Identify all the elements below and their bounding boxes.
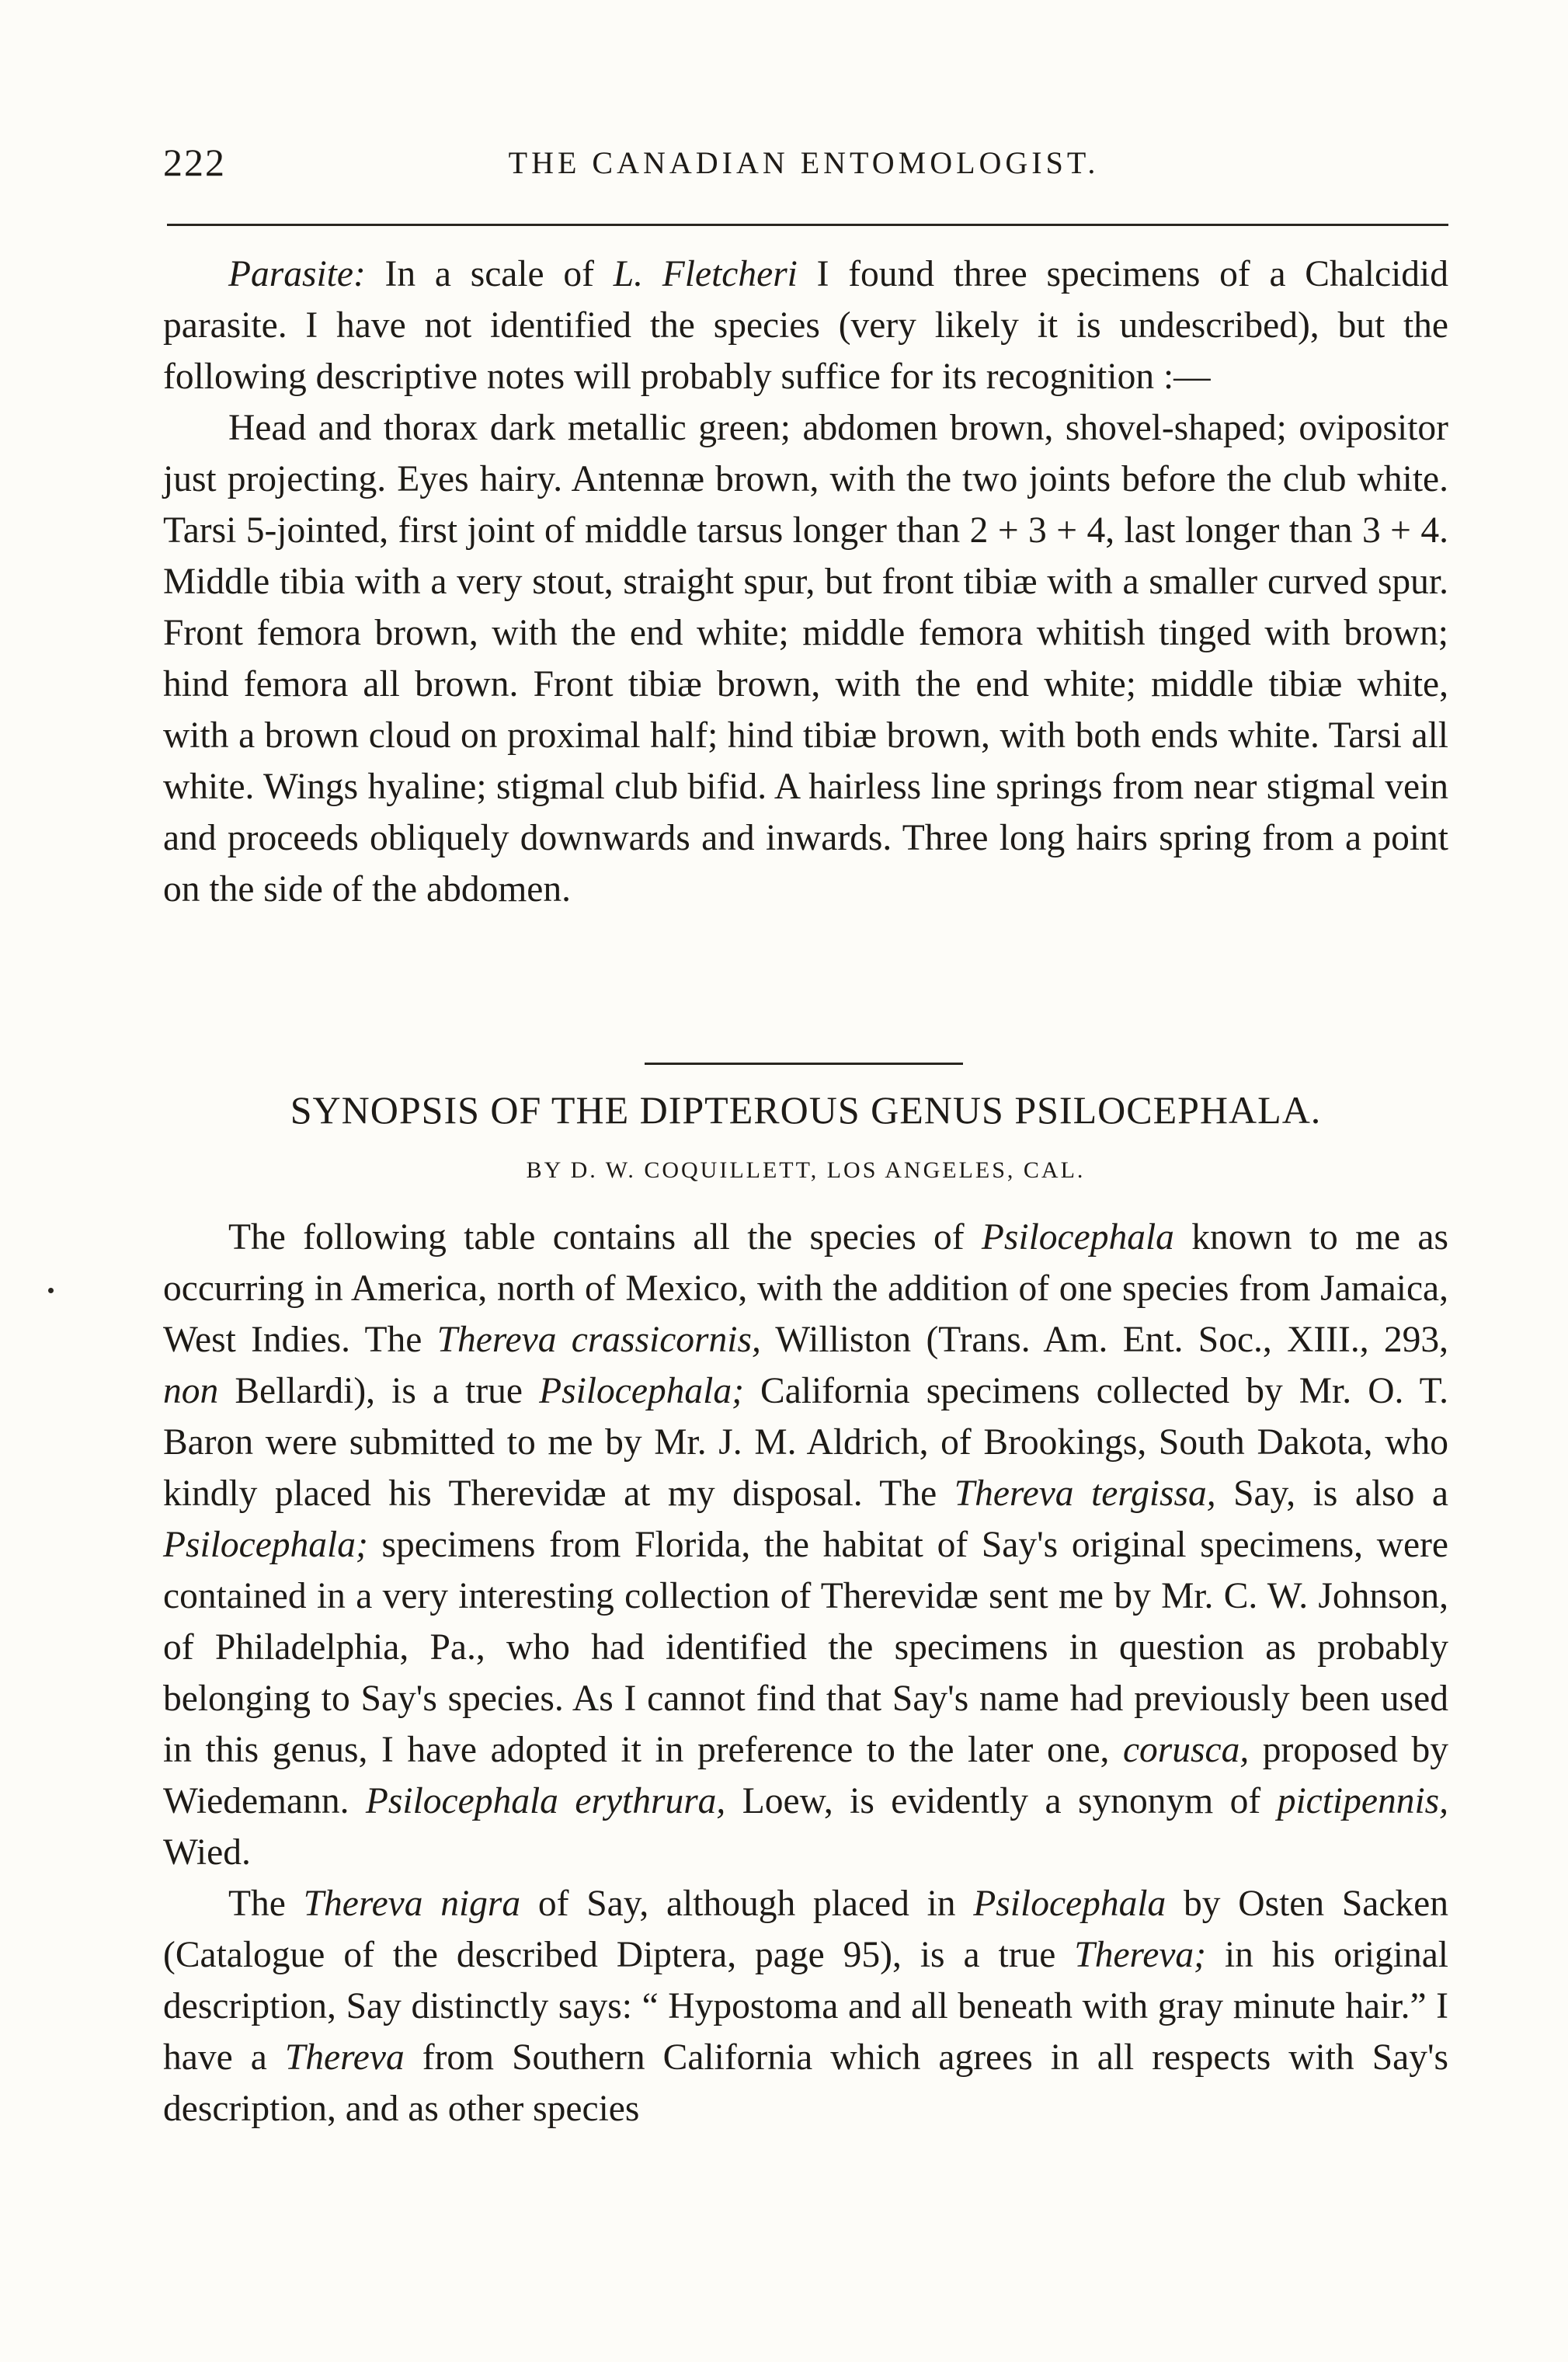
text-run: Bellardi), is a true [218, 1371, 540, 1411]
text-run: The following table contains all the species of [228, 1217, 982, 1258]
text-run: California specimens collected by Mr. O. T. Baron were submitted to me by Mr. J. M. Aldrich, of Brookings, South Dakota, who kindly placed his Therevidæ at my disposal. The [163, 1371, 1449, 1514]
species-name: Thereva tergissa, [954, 1473, 1216, 1514]
text-run: known to me as occurring in America, north of Mexico, with the addition of one species from Jamaica, West Indies. The [163, 1217, 1448, 1360]
text-run: The [228, 1884, 304, 1924]
species-name: Psilocephala erythrura, [365, 1781, 726, 1821]
text-run: by Osten Sacken (Catalogue of the described Diptera, page 95), is a true [163, 1884, 1448, 1975]
text-run: I found three specimens of a Chalcidid parasite. I have not identified the species (very likely it is undescribed), but the following descriptive notes will probably suffice for its recognition :— [163, 254, 1448, 397]
article-title: SYNOPSIS OF THE DIPTEROUS GENUS PSILOCEPHALA. [290, 1088, 1322, 1132]
text-run: In a scale of [365, 254, 614, 294]
text-run: from Southern California which agrees in all respects with Say's description, and as other species [163, 2037, 1448, 2129]
italic-term: non [163, 1371, 219, 1411]
margin-mark [48, 1288, 54, 1293]
paragraph [163, 1212, 1448, 1878]
species-name: Psilocephala [973, 1884, 1166, 1924]
species-name: Psilocephala [981, 1217, 1174, 1258]
text-run: Say, is also a [1215, 1473, 1448, 1514]
text-run: of Say, although placed in [520, 1884, 974, 1924]
text-run: Williston (Trans. Am. Ent. Soc., XIII., 293, [760, 1320, 1448, 1360]
species-name: pictipennis, [1277, 1781, 1449, 1821]
page-header [163, 140, 1445, 194]
article-body [163, 1212, 1448, 2134]
article-byline: BY D. W. COQUILLETT, LOS ANGELES, CAL. [526, 1157, 1086, 1183]
section-divider [645, 1063, 963, 1065]
species-name: Thereva crassicornis, [436, 1320, 761, 1360]
text-run: in his original description, Say distinctly says: “ Hypostoma and all beneath with gray minute hair.” I have a [163, 1935, 1448, 2078]
species-name: L. Fletcheri [613, 254, 798, 294]
species-name: Thereva; [1074, 1935, 1207, 1975]
species-name: corusca, [1122, 1730, 1250, 1770]
text-run: Loew, is evidently a synonym of [725, 1781, 1278, 1821]
paragraph [163, 1878, 1448, 2134]
paragraph: Head and thorax dark metallic green; abdomen brown, shovel-shaped; ovipositor just projecting. Eyes hairy. Antennæ brown, with the two joints before the club white. Tarsi 5-jointed, first joint of middle tarsus longer than 2 + 3 + 4, last longer than 3 + 4. Middle tibia with a very stout, straight spur, but front tibiæ with a smaller curved spur. Front femora brown, with the end white; middle femora whitish tinged with brown; hind femora all brown. Front tibiæ brown, with the end white; middle tibiæ white, with a brown cloud on proximal half; hind tibiæ brown, with both ends white. Tarsi all white. Wings hyaline; stigmal club bifid. A hairless line springs from near stigmal vein and proceeds obliquely downwards and inwards. Three long hairs spring from a point on the side of the abdomen. [163, 408, 1448, 910]
text-run: Wied. [163, 1832, 251, 1873]
text-run: proposed by Wiedemann. [163, 1730, 1448, 1821]
header-rule [167, 224, 1448, 226]
running-title: THE CANADIAN ENTOMOLOGIST. [508, 145, 1100, 180]
section-label: Parasite: [228, 254, 366, 294]
species-name: Psilocephala; [539, 1371, 744, 1411]
species-name: Thereva [284, 2037, 405, 2078]
species-name: Thereva nigra [303, 1884, 521, 1924]
page-number: 222 [163, 141, 226, 184]
paragraph [163, 249, 1448, 402]
text-run: specimens from Florida, the habitat of Say's original specimens, were contained in a very interesting collection of Therevidæ sent me by Mr. C. W. Johnson, of Philadelphia, Pa., who had identified the specimens in question as probably belonging to Say's species. As I cannot find that Say's name had previously been used in this genus, I have adopted it in preference to the later one, [163, 1525, 1448, 1770]
parasite-section [163, 249, 1448, 915]
species-name: Psilocephala; [163, 1525, 368, 1565]
